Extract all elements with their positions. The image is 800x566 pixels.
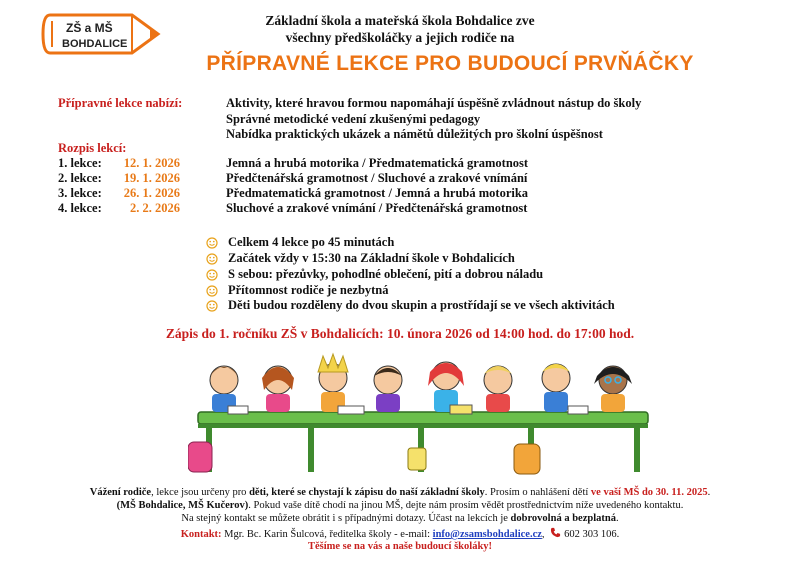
smiley-icon — [206, 269, 218, 281]
info-bullet: Začátek vždy v 15:30 na Základní škole v Bohdalicích — [228, 251, 515, 265]
offer-item: Aktivity, které hravou formou napomáhají úspěšně zvládnout nástup do školy — [226, 96, 642, 110]
schedule-label: Rozpis lekcí: — [58, 141, 127, 155]
phone-number[interactable]: 602 303 106 — [564, 529, 617, 540]
footer-line-1 — [0, 487, 800, 498]
lesson-topic: Předčtenářská gramotnost / Sluchové a zrakové vnímání — [226, 171, 528, 185]
logo-line1: ZŠ a MŠ — [66, 21, 113, 35]
lesson-number: 1. lekce: — [58, 156, 102, 170]
logo-line2: BOHDALICE — [62, 38, 128, 50]
closing-line: Těšíme se na vás a naše budoucí školáky! — [307, 541, 493, 552]
footer-contact — [0, 527, 800, 540]
smiley-icon — [206, 300, 218, 312]
lesson-number: 2. lekce: — [58, 171, 102, 185]
children-illustration — [188, 350, 658, 480]
footer-line-3 — [0, 513, 800, 524]
offers-label: Přípravné lekce nabízí: — [58, 96, 183, 110]
lesson-date: 12. 1. 2026 — [123, 156, 180, 170]
footer-text: , lekce jsou určeny pro — [151, 487, 250, 498]
invite-line-2: všechny předškoláčky a jejich rodiče na — [285, 30, 515, 45]
lesson-date: 19. 1. 2026 — [123, 171, 180, 185]
info-bullet: Přítomnost rodiče je nezbytná — [228, 283, 389, 297]
lesson-topic: Sluchové a zrakové vnímání / Předčtenářská gramotnost — [226, 201, 528, 215]
phone-icon — [550, 527, 561, 538]
page-title: PŘÍPRAVNÉ LEKCE PRO BUDOUCÍ PRVŇÁČKY — [206, 52, 694, 75]
footer-line-2 — [0, 500, 800, 511]
contact-end: . — [616, 529, 620, 540]
footer-free-note: dobrovolná a bezplatná — [510, 513, 616, 524]
lesson-number: 4. lekce: — [58, 201, 102, 215]
smiley-icon — [206, 237, 218, 249]
contact-separator: , — [541, 529, 545, 540]
invite-line-1: Základní škola a mateřská škola Bohdalice zve — [265, 13, 535, 28]
email-link[interactable]: info@zsamsbohdalice.cz — [432, 529, 542, 540]
footer-text: . Prosím o nahlášení dětí — [484, 487, 591, 498]
footer-kindergartens: (MŠ Bohdalice, MŠ Kučerov) — [116, 500, 249, 511]
smiley-icon — [206, 285, 218, 297]
school-logo — [40, 11, 162, 57]
offer-item: Správné metodické vedení zkušenými pedagogy — [226, 112, 481, 126]
footer-text: . — [615, 513, 619, 524]
footer-text: . Pokud vaše dítě chodí na jinou MŠ, dejte nám prosím vědět prostřednictvím níže uvedeného kontaktu. — [248, 500, 684, 511]
lesson-date: 26. 1. 2026 — [123, 186, 180, 200]
info-bullet: S sebou: přezůvky, pohodlné oblečení, pití a dobrou náladu — [228, 267, 544, 281]
offer-item: Nabídka praktických ukázek a námětů důležitých pro školní úspěšnost — [226, 127, 603, 141]
footer-greeting: Vážení rodiče — [89, 487, 152, 498]
registration-notice: Zápis do 1. ročníku ZŠ v Bohdalicích: 10. února 2026 od 14:00 hod. do 17:00 hod. — [165, 326, 635, 341]
lesson-topic: Jemná a hrubá motorika / Předmatematická gramotnost — [226, 156, 529, 170]
info-bullet: Celkem 4 lekce po 45 minutách — [228, 235, 395, 249]
contact-text: Mgr. Bc. Karin Šulcová, ředitelka školy - e-mail: — [221, 529, 433, 540]
footer-deadline: ve vaší MŠ do 30. 11. 2025 — [590, 487, 708, 498]
contact-label: Kontakt: — [180, 529, 222, 540]
lesson-date: 2. 2. 2026 — [130, 201, 180, 215]
info-bullet: Děti budou rozděleny do dvou skupin a prostřídají se ve všech aktivitách — [228, 298, 615, 312]
lesson-number: 3. lekce: — [58, 186, 102, 200]
footer-emphasis: děti, které se chystají k zápisu do naší základní školy — [249, 487, 485, 498]
smiley-icon — [206, 253, 218, 265]
lesson-topic: Předmatematická gramotnost / Jemná a hrubá motorika — [226, 186, 529, 200]
footer-text: Na stejný kontakt se můžete obrátit i s případnými dotazy. Účast na lekcích je — [181, 513, 511, 524]
footer-text: . — [707, 487, 711, 498]
